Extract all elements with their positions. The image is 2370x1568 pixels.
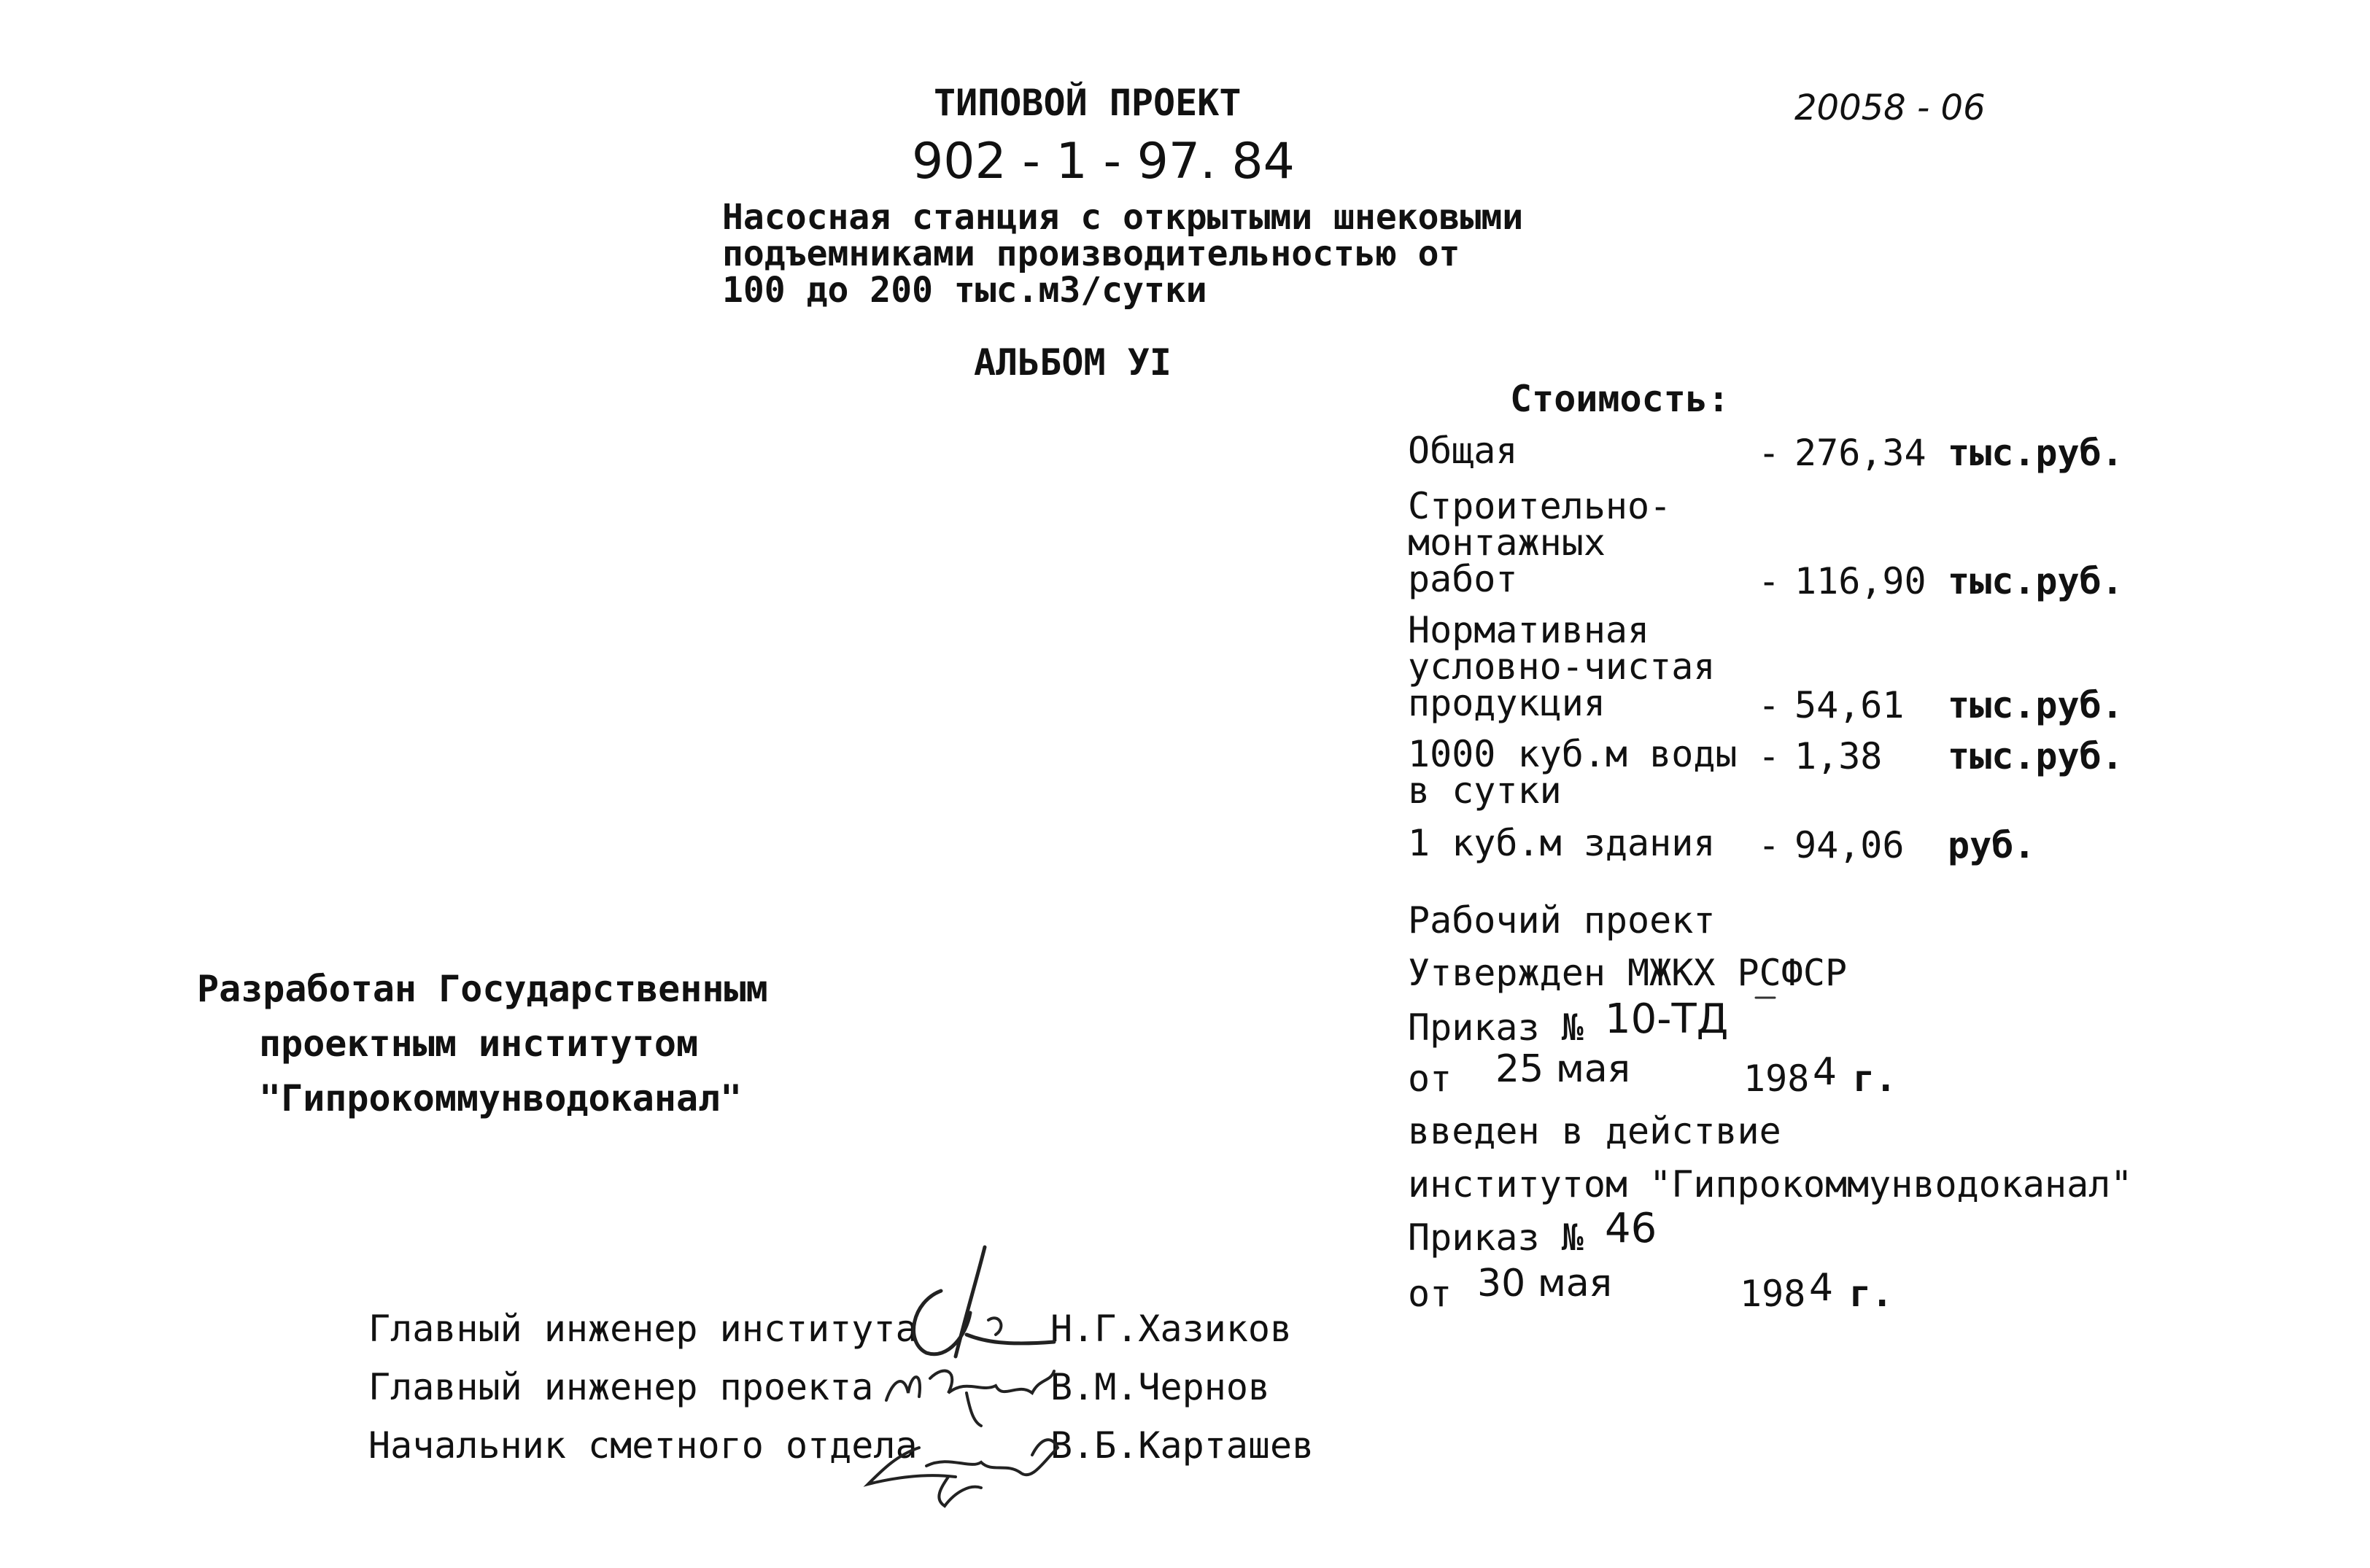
developer-line-2: проектным институтом xyxy=(259,1022,699,1065)
signature-role-2: Главный инженер проекта xyxy=(368,1366,874,1408)
cost-label: монтажных xyxy=(1408,521,1606,564)
cost-unit: тыс.руб. xyxy=(1948,735,2123,777)
cost-value: 94,06 xyxy=(1794,824,1905,866)
cost-dash: - xyxy=(1758,824,1781,866)
order1-year-digit: 4 xyxy=(1813,1050,1837,1094)
signature-role-1: Главный инженер института xyxy=(368,1308,918,1350)
cost-value: 1,38 xyxy=(1794,735,1883,777)
cost-label: 1000 куб.м воды xyxy=(1408,733,1738,775)
project-type-heading: ТИПОВОЙ ПРОЕКТ xyxy=(934,82,1242,124)
institute-line: институтом "Гипрокоммунводоканал" xyxy=(1408,1163,2133,1206)
cost-dash: - xyxy=(1758,735,1781,777)
order2-number: 46 xyxy=(1605,1205,1657,1252)
album-label: АЛЬБОМ УI xyxy=(974,341,1172,384)
project-number: 902 - 1 - 97. 84 xyxy=(912,133,1295,190)
ink-mark xyxy=(1754,993,1776,1002)
cost-label: Нормативная xyxy=(1408,609,1650,651)
cost-dash: - xyxy=(1758,560,1781,602)
order2-year-suffix: г. xyxy=(1849,1273,1894,1315)
cost-dash: - xyxy=(1758,432,1781,474)
cost-label: Строительно- xyxy=(1408,485,1672,527)
order1-year-prefix: 198 xyxy=(1743,1057,1810,1100)
cost-label: продукция xyxy=(1408,682,1606,724)
order2-year-prefix: 198 xyxy=(1740,1273,1806,1315)
order1-date: 25 мая xyxy=(1495,1047,1631,1091)
order2-line xyxy=(1408,1216,1584,1259)
order1-year-suffix: г. xyxy=(1853,1057,1897,1100)
signature-name-3: В.Б.Карташев xyxy=(1050,1424,1314,1467)
order2-label: Приказ № xyxy=(1408,1216,1584,1259)
order1-from-label: от xyxy=(1408,1057,1452,1100)
order1-number: 10-ТД xyxy=(1605,995,1729,1043)
signature-name-2: В.М.Чернов xyxy=(1050,1366,1271,1408)
cost-value: 54,61 xyxy=(1794,684,1905,726)
cost-unit: тыс.руб. xyxy=(1948,560,2123,602)
document-code: 20058 - 06 xyxy=(1794,88,1986,128)
order1-line xyxy=(1408,1006,1584,1049)
signature-name-1: Н.Г.Хазиков xyxy=(1050,1308,1293,1350)
cost-unit: тыс.руб. xyxy=(1948,684,2123,726)
signature-mark-3 xyxy=(853,1404,1072,1513)
signature-role-3: Начальник сметного отдела xyxy=(368,1424,918,1467)
order2-date: 30 мая xyxy=(1477,1262,1613,1305)
title-line-3: 100 до 200 тыс.м3/сутки xyxy=(722,270,1207,311)
order2-year-digit: 4 xyxy=(1809,1266,1834,1310)
cost-value: 116,90 xyxy=(1794,560,1926,602)
cost-label: 1 куб.м здания xyxy=(1408,822,1716,864)
title-line-1: Насосная станция с открытыми шнековыми xyxy=(722,197,1524,238)
cost-unit: тыс.руб. xyxy=(1948,432,2123,474)
cost-value: 276,34 xyxy=(1794,432,1926,474)
cost-heading: Стоимость: xyxy=(1510,378,1730,420)
approved-by-label: Утвержден МЖКХ РСФСР xyxy=(1408,952,1848,994)
developer-line-1: Разработан Государственным xyxy=(197,968,768,1010)
cost-unit: руб. xyxy=(1948,824,2036,866)
working-project-label: Рабочий проект xyxy=(1408,899,1716,942)
order2-from-label: от xyxy=(1408,1273,1452,1315)
introduced-label: введен в действие xyxy=(1408,1110,1781,1152)
cost-label: Общая xyxy=(1408,430,1518,472)
title-line-2: подъемниками производительностью от xyxy=(722,233,1460,274)
cost-label: условно-чистая xyxy=(1408,645,1716,688)
cost-label: работ xyxy=(1408,558,1518,600)
developer-line-3: "Гипрокоммунводоканал" xyxy=(259,1077,743,1119)
cost-dash: - xyxy=(1758,684,1781,726)
cost-label: в сутки xyxy=(1408,769,1562,812)
order1-label: Приказ № xyxy=(1408,1006,1584,1049)
